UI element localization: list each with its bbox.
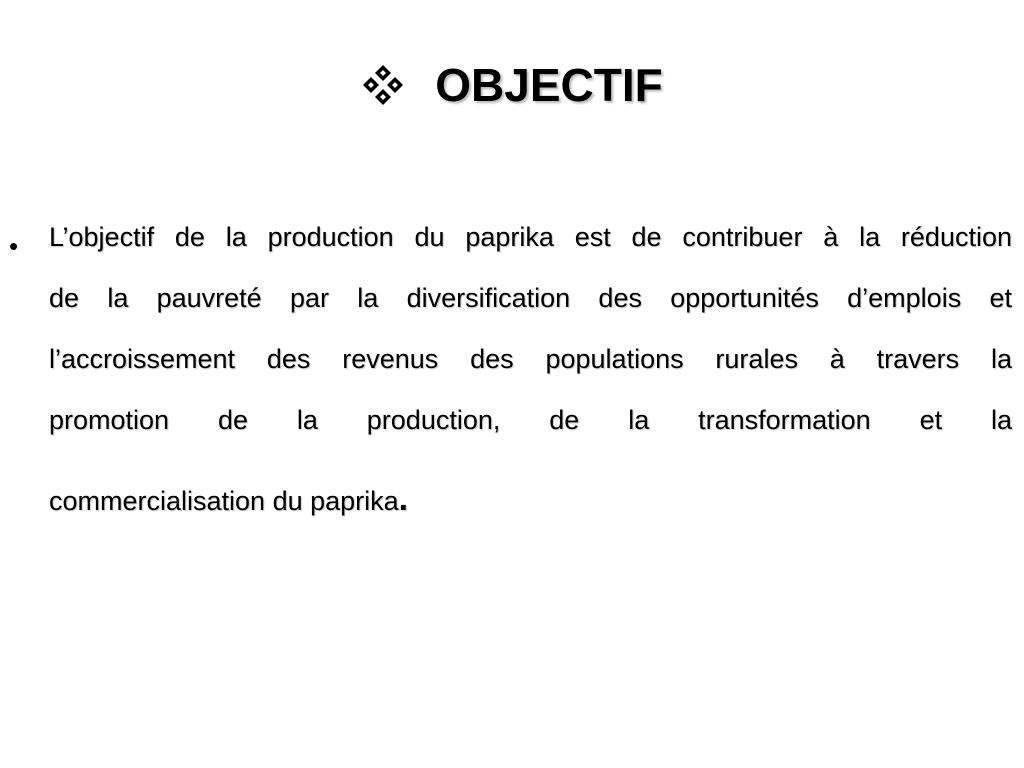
bullet-line-2: de la pauvreté par la diversification des opportunités d’emplois et	[49, 283, 1012, 313]
bullet-line-3: l’accroissement des revenus des populations rurales à travers la	[49, 344, 1012, 374]
slide-title-row	[0, 59, 1024, 111]
slide-title: OBJECTIF	[435, 59, 663, 111]
bullet-symbol: •	[9, 231, 19, 261]
four-diamonds-icon	[361, 63, 405, 107]
bullet-line-5	[49, 480, 1012, 519]
bullet-line-4: promotion de la production, de la transformation et la	[49, 405, 1012, 435]
bullet-line-5-text: commercialisation du paprika	[49, 486, 399, 516]
bullet-line-1: L’objectif de la production du paprika est de contribuer à la réduction	[49, 222, 1012, 252]
final-period: .	[398, 480, 409, 518]
